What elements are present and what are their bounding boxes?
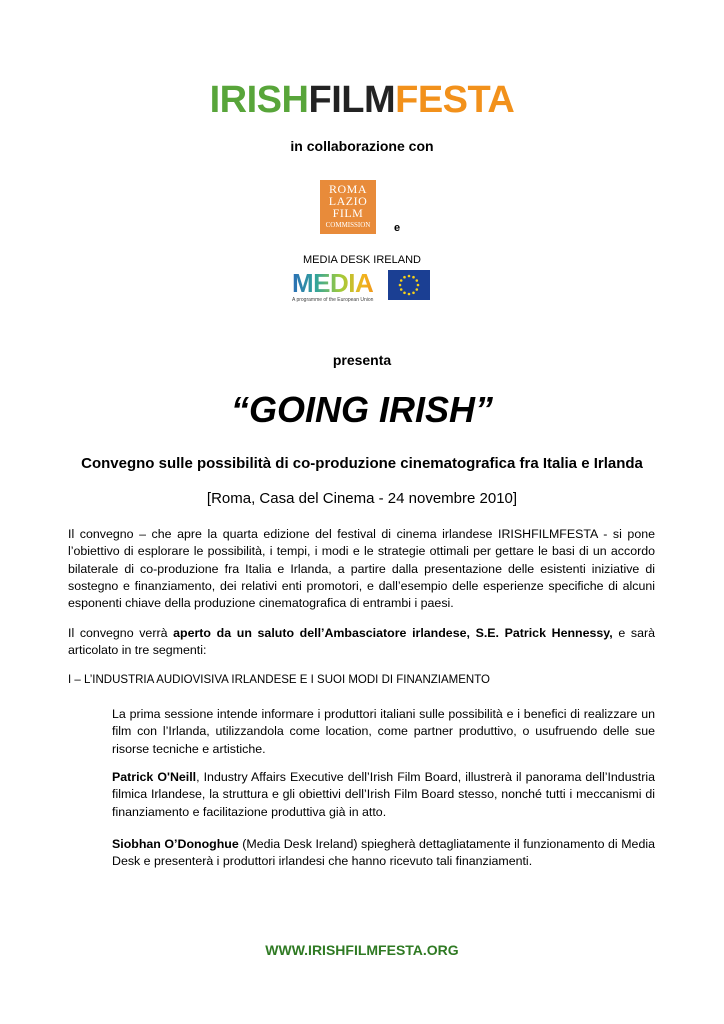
speaker-2-paragraph — [112, 836, 655, 871]
eu-star — [412, 276, 415, 279]
eu-flag-icon — [388, 270, 430, 300]
media-logo-word: MEDIA — [292, 270, 388, 296]
eu-star — [408, 275, 411, 278]
conjunction-e: e — [394, 222, 401, 234]
opening-paragraph — [68, 625, 655, 660]
eu-star — [412, 291, 415, 294]
opening-text-before: Il convegno verrà — [68, 626, 174, 640]
presenta-label: presenta — [332, 352, 392, 368]
speaker-1-name: Patrick O'Neill — [112, 770, 197, 784]
opening-text-after: e sarà articolato in tre segmenti: — [68, 626, 655, 658]
rlfc-line-roma: ROMA — [328, 182, 367, 196]
eu-star — [408, 293, 411, 296]
speaker-2-text: (Media Desk Ireland) spiegherà dettagliatamente il funzionamento di Media Desk e presenterà i produttori irlandesi che hanno ricevuto tali finanziamenti. — [112, 837, 655, 869]
eu-star — [415, 279, 418, 282]
event-title: “GOING IRISH” — [230, 389, 494, 430]
eu-star — [417, 284, 420, 287]
roma-lazio-film-commission-logo — [320, 180, 376, 234]
eu-star — [400, 279, 403, 282]
intro-paragraph: Il convegno – che apre la quarta edizione del festival di cinema irlandese IRISHFILMFESTA - si pone l’obiettivo di esplorare le possibilità, i tempi, i modi e le strategie ottimali per gettare le basi di un accordo bilaterale di co-produzione fra Italia e Irlanda, a partire dalla presentazione delle esistenti iniziative di sostegno e finanziamento, dei relativi enti promotori, e dall’esempio delle esperienze specifiche di alcuni esponenti chiave della produzione cinematografica di entrambi i paesi. — [68, 527, 655, 611]
eu-star — [415, 288, 418, 291]
section-1-paragraph: La prima sessione intende informare i produttori italiani sulle possibilità e i benefici di realizzare un film con l’Irlanda, utilizzandola come location, come partner produttivo, o usufruendo delle sue risorse tecniche e artistiche. — [112, 707, 655, 756]
section-1-heading: I – L’INDUSTRIA AUDIOVISIVA IRLANDESE E I SUOI MODI DI FINANZIAMENTO — [68, 674, 490, 686]
media-desk-label: MEDIA DESK IRELAND — [303, 254, 421, 266]
irishfilmfesta-logo — [0, 76, 724, 124]
rlfc-line-film: FILM — [332, 206, 364, 220]
eu-star — [400, 288, 403, 291]
event-subtitle: Convegno sulle possibilità di co-produzione cinematografica fra Italia e Irlanda — [81, 455, 643, 472]
logo-part-film: FILM — [308, 79, 396, 121]
eu-star — [403, 291, 406, 294]
event-date-location: [Roma, Casa del Cinema - 24 novembre 2010] — [206, 490, 518, 507]
rlfc-line-lazio: LAZIO — [328, 194, 368, 208]
eu-star — [399, 284, 402, 287]
media-programme-logo — [292, 270, 388, 302]
media-logo-tagline: A programme of the European Union — [292, 297, 374, 303]
eu-star — [403, 276, 406, 279]
collaboration-text: in collaborazione con — [290, 138, 434, 154]
footer-website-link[interactable]: WWW.IRISHFILMFESTA.ORG — [265, 942, 459, 958]
speaker-1-paragraph — [112, 769, 655, 821]
logo-part-festa: FESTA — [395, 79, 515, 121]
logo-part-irish: IRISH — [209, 79, 309, 121]
rlfc-line-commission: COMMISSION — [325, 221, 371, 229]
speaker-1-text: , Industry Affairs Executive dell’Irish Film Board, illustrerà il panorama dell’Industria filmica Irlandese, la struttura e gli obiettivi dell’Irish Film Board stesso, nonché tutti i meccanismi di finanziamento e facilitazione produttiva già in atto. — [112, 770, 655, 819]
opening-text-bold: aperto da un saluto dell’Ambasciatore irlandese, S.E. Patrick Hennessy, — [173, 626, 613, 640]
speaker-2-name: Siobhan O’Donoghue — [112, 837, 239, 851]
